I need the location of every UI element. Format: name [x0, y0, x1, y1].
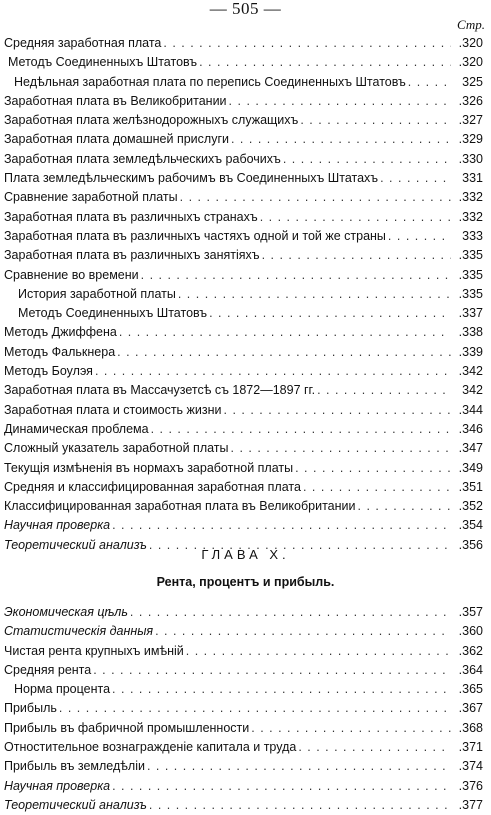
pages-column-label: Стр.	[457, 17, 485, 32]
dot-leader	[358, 497, 452, 516]
toc-entry	[0, 381, 491, 400]
toc-entry	[0, 92, 491, 111]
toc-entry	[0, 439, 491, 458]
toc-entry-title: Теоретический анализъ	[4, 797, 147, 812]
toc-entry-title: Сравнение заработной платы	[4, 190, 178, 205]
toc-entry-title: Методъ Джиффена	[4, 325, 117, 340]
toc-entry	[0, 420, 491, 439]
dot-leader	[149, 796, 451, 815]
toc-entry-title: Теоретический анализъ	[4, 537, 147, 552]
dot-leader	[130, 603, 451, 622]
dot-leader	[209, 304, 451, 323]
toc-entry-title: Заработная плата домашней прислуги	[4, 132, 229, 147]
toc-entry-title: Текущія измѣненія въ нормахъ заработной платы	[4, 460, 294, 475]
toc-entry-page: .332	[458, 209, 483, 224]
toc-entry-title: История заработной платы	[18, 286, 176, 301]
toc-entry	[0, 738, 491, 757]
toc-entry-page: .357	[458, 605, 483, 619]
toc-entry	[0, 516, 491, 535]
toc-entry-title: Заработная плата земледѣльческихъ рабочихъ	[4, 151, 281, 166]
toc-entry	[0, 285, 491, 304]
toc-entry-page: .330	[458, 151, 483, 166]
toc-entry-title: Методъ Фалькнера	[4, 344, 116, 359]
toc-entry-page: .360	[458, 624, 483, 639]
toc-entry	[0, 459, 491, 478]
toc-entry-page: .320	[458, 36, 483, 50]
toc-entry-title: Средняя и классифицированная заработная плата	[4, 479, 301, 494]
toc-entry-page: .367	[458, 701, 483, 716]
toc-entry-page: .365	[458, 682, 483, 697]
dot-leader	[295, 459, 451, 478]
toc-entry-title: Научная проверка	[4, 518, 111, 533]
chapter-heading: ГЛАВА X.	[201, 547, 290, 562]
toc-entry-title: Сложный указатель заработной платы	[4, 441, 229, 456]
toc-entry	[0, 622, 491, 641]
dot-leader	[163, 34, 451, 53]
dot-leader	[186, 642, 451, 661]
toc-entry-page: .329	[458, 132, 483, 147]
dot-leader	[151, 420, 451, 439]
toc-entry-title: Прибыль	[4, 701, 57, 716]
dot-leader	[303, 478, 451, 497]
toc-entry-title: Заработная плата въ Великобритании	[4, 93, 227, 108]
dot-leader	[141, 266, 451, 285]
toc-entry	[0, 304, 491, 323]
toc-entry-page: .371	[458, 740, 483, 755]
toc-entry-page: .335	[458, 248, 483, 263]
dot-leader	[95, 362, 451, 381]
toc-entry	[0, 34, 491, 53]
toc-entry-page: .364	[458, 662, 483, 677]
dot-leader	[147, 757, 451, 776]
toc-entry	[0, 208, 491, 227]
dot-leader	[283, 150, 451, 169]
toc-entry-page: .335	[458, 286, 483, 301]
toc-entry-title: Заработная плата въ различныхъ занятіяхъ	[4, 248, 260, 263]
toc-entry-title: Прибыль въ фабричной промышленности	[4, 720, 250, 735]
toc-entry-title: Статистическія данныя	[4, 624, 154, 639]
toc-entry	[0, 796, 491, 815]
toc-entry-page: .377	[458, 797, 483, 812]
toc-entry	[0, 719, 491, 738]
toc-entry-page: .374	[458, 759, 483, 774]
toc-entry-page: .347	[458, 441, 483, 456]
toc-entry-page: .326	[458, 93, 483, 108]
toc-entry	[0, 777, 491, 796]
toc-entry-page: .332	[458, 190, 483, 205]
toc-entry-title: Классифицированная заработная плата въ Великобритании	[4, 499, 356, 514]
dot-leader	[251, 719, 451, 738]
toc-entry-title: Научная проверка	[4, 778, 111, 793]
toc-entry-page: 331	[462, 171, 483, 186]
toc-entry-title: Экономическая цѣль	[4, 605, 128, 619]
toc-entry-title: Средняя рента	[4, 662, 92, 677]
dot-leader	[229, 92, 451, 111]
toc-entry	[0, 188, 491, 207]
dot-leader	[178, 285, 451, 304]
dot-leader	[317, 381, 451, 400]
dot-leader	[224, 401, 451, 420]
toc-entry-page: .342	[458, 364, 483, 379]
toc-entry-page: .351	[458, 479, 483, 494]
toc-entry-page: .354	[458, 518, 483, 533]
toc-entry-page: .368	[458, 720, 483, 735]
toc-entry-title: Заработная плата желѣзнодорожныхъ служащихъ	[4, 113, 299, 128]
toc-entry-title: Заработная плата въ различныхъ частяхъ одной и той же страны	[4, 228, 386, 243]
toc-entry-title: Отностительное вознагражденіе капитала и труда	[4, 740, 297, 755]
dot-leader	[119, 323, 451, 342]
dot-leader	[117, 343, 451, 362]
toc-entry-title: Чистая рента крупныхъ имѣній	[4, 643, 184, 658]
toc-entry-title: Методъ Соединенныхъ Штатовъ	[18, 306, 208, 321]
toc-entry-title: Заработная плата въ Массачузетсѣ съ 1872—1897 гг.	[4, 383, 316, 398]
dot-leader	[260, 208, 451, 227]
toc-entry-page: .320	[458, 55, 483, 70]
toc-entry	[0, 757, 491, 776]
toc-entry-title: Плата земледѣльческимъ рабочимъ въ Соединенныхъ Штатахъ	[4, 171, 379, 186]
toc-entry-page: .335	[458, 267, 483, 282]
toc-entry	[0, 699, 491, 718]
toc-entry-page: .349	[458, 460, 483, 475]
toc-section-2	[0, 603, 491, 815]
toc-entry-page: .346	[458, 421, 483, 436]
toc-entry	[0, 130, 491, 149]
toc-entry	[0, 150, 491, 169]
dot-leader	[155, 622, 451, 641]
toc-entry	[0, 246, 491, 265]
toc-entry-page: .337	[458, 306, 483, 321]
toc-entry	[0, 661, 491, 680]
toc-entry	[0, 169, 491, 188]
toc-entry-title: Заработная плата въ различныхъ странахъ	[4, 209, 258, 224]
toc-entry	[0, 53, 491, 72]
toc-entry-page: .338	[458, 325, 483, 340]
toc-entry	[0, 362, 491, 381]
dot-leader	[300, 111, 451, 130]
toc-entry	[0, 680, 491, 699]
toc-section-1	[0, 34, 491, 555]
toc-entry	[0, 266, 491, 285]
toc-entry	[0, 111, 491, 130]
toc-entry-title: Норма процента	[14, 682, 111, 697]
dot-leader	[112, 777, 451, 796]
toc-entry-page: .376	[458, 778, 483, 793]
toc-entry-page: .327	[458, 113, 483, 128]
toc-entry	[0, 603, 491, 622]
toc-entry-page: .339	[458, 344, 483, 359]
toc-entry	[0, 73, 491, 92]
dot-leader	[231, 439, 452, 458]
toc-entry-page: .362	[458, 643, 483, 658]
toc-entry-title: Динамическая проблема	[4, 421, 149, 436]
toc-entry	[0, 642, 491, 661]
toc-entry-title: Сравнение во времени	[4, 267, 139, 282]
toc-entry-page: 342	[462, 383, 483, 398]
dot-leader	[262, 246, 451, 265]
toc-entry-title: Средняя заработная плата	[4, 36, 162, 50]
toc-entry-page: 325	[462, 74, 483, 89]
dot-leader	[112, 680, 451, 699]
toc-entry	[0, 497, 491, 516]
chapter-title: Рента, процентъ и прибыль.	[156, 575, 335, 589]
dot-leader	[112, 516, 451, 535]
dot-leader	[408, 73, 451, 92]
toc-entry-page: 333	[462, 228, 483, 243]
toc-entry	[0, 323, 491, 342]
dot-leader	[231, 130, 451, 149]
toc-entry-title: Недѣльная заработная плата по перепись Соединенныхъ Штатовъ	[14, 74, 406, 89]
toc-entry	[0, 343, 491, 362]
toc-entry-title: Заработная плата и стоимость жизни	[4, 402, 222, 417]
toc-entry	[0, 401, 491, 420]
page-number: — 505 —	[209, 0, 282, 18]
toc-entry	[0, 478, 491, 497]
toc-entry-title: Прибыль въ земледѣліи	[4, 759, 145, 774]
toc-entry	[0, 227, 491, 246]
toc-entry-title: Методъ Соединенныхъ Штатовъ	[8, 55, 198, 70]
dot-leader	[59, 699, 451, 718]
toc-entry-title: Методъ Боулэя	[4, 364, 93, 379]
dot-leader	[199, 53, 451, 72]
dot-leader	[380, 169, 451, 188]
dot-leader	[388, 227, 451, 246]
toc-entry-page: .356	[458, 537, 483, 552]
dot-leader	[180, 188, 451, 207]
toc-entry-page: .352	[458, 499, 483, 514]
dot-leader	[93, 661, 451, 680]
toc-entry-page: .344	[458, 402, 483, 417]
dot-leader	[298, 738, 451, 757]
